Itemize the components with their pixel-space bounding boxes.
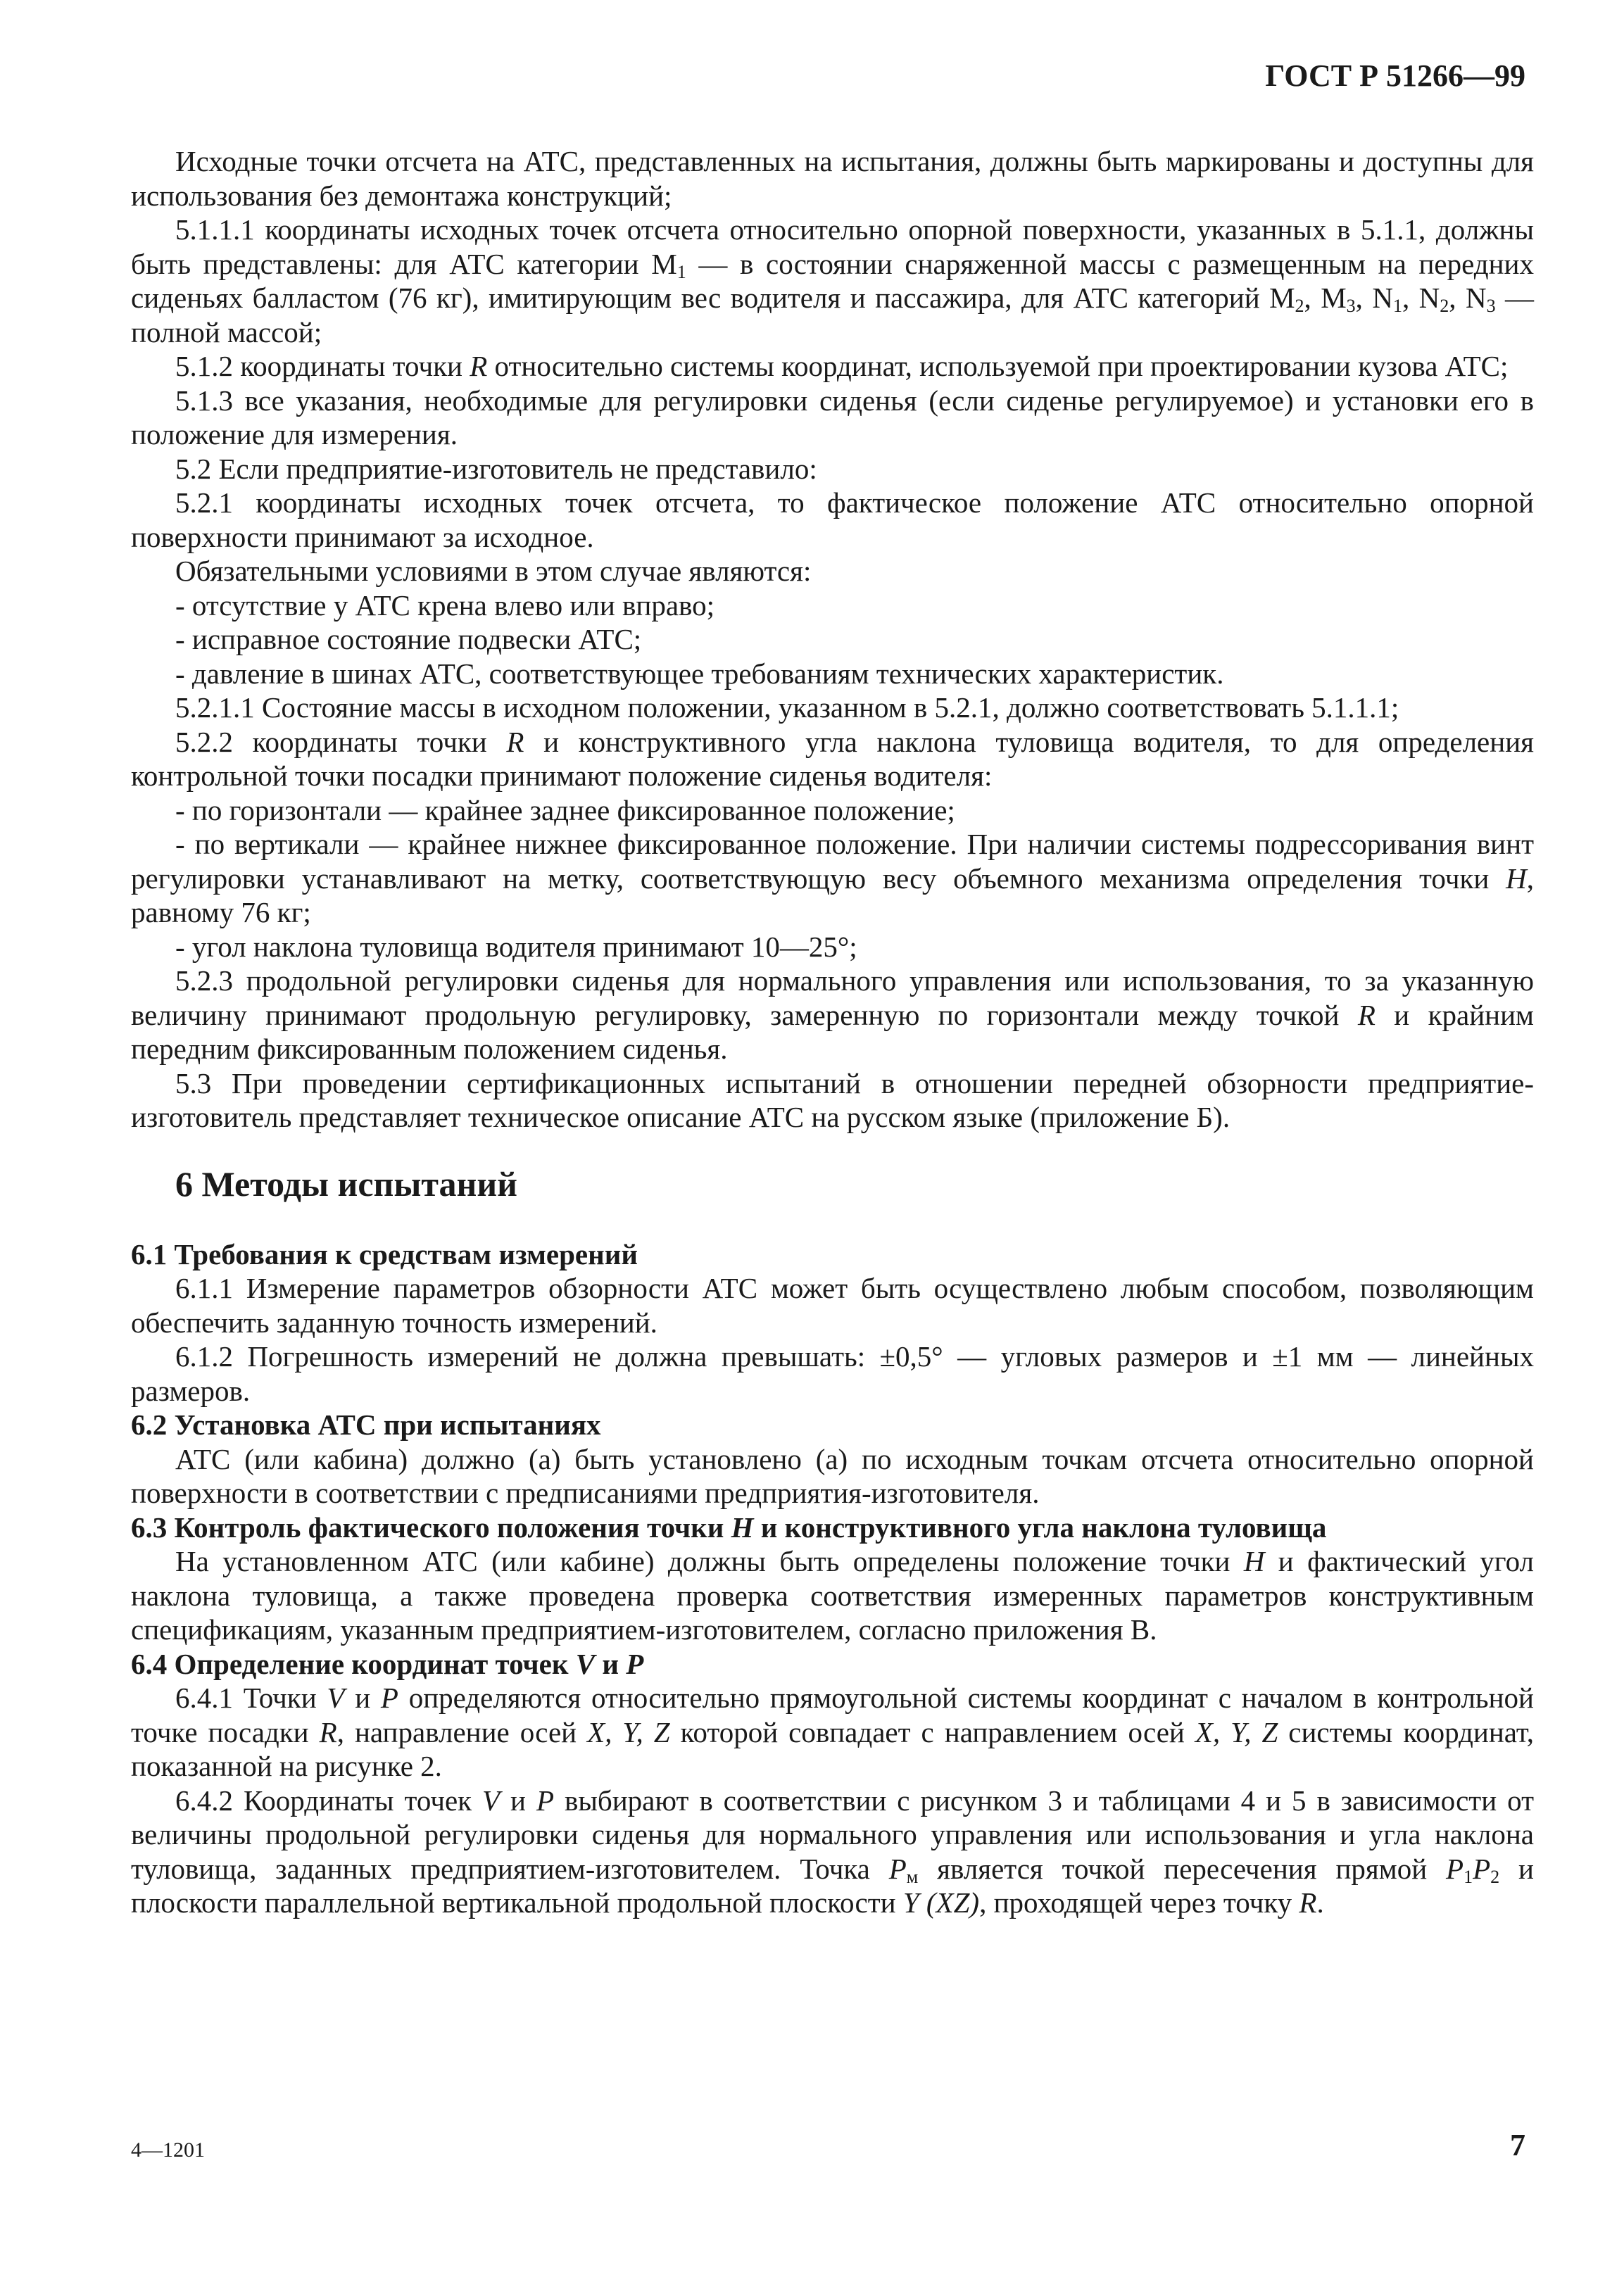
paragraph-6-4-2: 6.4.2 Координаты точек V и Р выбирают в соответствии с рисунком 3 и таблицами 4 и 5 в зависимости от величины продольной регулировки сиденья для нормального управления или использования и угла наклона туловища, заданных предприятием-изготовителем. Точка $Р_м$ является точкой пересечения прямой $Р_1Р_2$ и плоскости параллельной вертикальной продольной плоскости Y (XZ), проходящей через точку R. <box>131 1784 1534 1919</box>
print-order-code: 4—1201 <box>131 2138 205 2162</box>
paragraph-5-2-2: 5.2.2 координаты точки R и конструктивного угла наклона туловища водителя, то для определения контрольной точки посадки принимают положение сиденья водителя: <box>131 725 1534 792</box>
paragraph-5-2-1-1: 5.2.1.1 Состояние массы в исходном положении, указанном в 5.2.1, должно соответствовать 5.1.1.1; <box>175 691 1399 724</box>
paragraph-conditions-intro: Обязательными условиями в этом случае являются: <box>175 555 812 587</box>
paragraph-6-4-1: 6.4.1 Точки V и Р определяются относительно прямоугольной системы координат с началом в контрольной точке посадки R, направление осей X, Y, Z которой совпадает с направлением осей X, Y, Z системы координат, показанной на рисунке 2. <box>131 1682 1535 1782</box>
paragraph-intro: Исходные точки отсчета на АТС, представленных на испытания, должны быть маркированы и доступны для использования без демонтажа конструкций; <box>131 145 1534 212</box>
page-number: 7 <box>1510 2128 1525 2162</box>
list-item: - по горизонтали — крайнее заднее фиксированное положение; <box>175 793 955 826</box>
paragraph-6-1-1: 6.1.1 Измерение параметров обзорности АТС может быть осуществлено любым способом, позволяющим обеспечить заданную точность измерений. <box>131 1272 1534 1339</box>
paragraph-5-1-1-1: 5.1.1.1 координаты исходных точек отсчета относительно опорной поверхности, указанных в 5.1.1, должны быть представлены: для АТС категории $М_1$ — в состоянии снаряженной массы с размещенным на передних сиденьях балластом (76 кг), имитирующим вес водителя и пассажира, для АТС категорий $М_2$, $М_3$, $N_1$, $N_2$, $N_3$ — полной массой; <box>131 213 1534 348</box>
document-code-header: ГОСТ Р 51266—99 <box>1265 58 1525 93</box>
paragraph-5-2-1: 5.2.1 координаты исходных точек отсчета, то фактическое положение АТС относительно опорной поверхности принимают за исходное. <box>131 486 1534 553</box>
subsection-6-2-heading: 6.2 Установка АТС при испытаниях <box>131 1408 601 1441</box>
list-item: - по вертикали — крайнее нижнее фиксированное положение. При наличии системы подрессоривания винт регулировки устанавливают на метку, соответствующую весу объемного механизма определения точки Н, равному 76 кг; <box>131 828 1534 928</box>
paragraph-5-3: 5.3 При проведении сертификационных испытаний в отношении передней обзорности предприятие-изготовитель представляет техническое описание АТС на русском языке (приложение Б). <box>131 1066 1534 1133</box>
list-item: - исправное состояние подвески АТС; <box>175 623 642 655</box>
paragraph-6-2: АТС (или кабина) должно (а) быть установлено (а) по исходным точкам отсчета относительно опорной поверхности в соответствии с предписаниями предприятия-изготовителя. <box>131 1442 1534 1509</box>
subsection-6-3-heading: 6.3 Контроль фактического положения точки Н и конструктивного угла наклона туловища <box>131 1511 1327 1544</box>
list-item: - отсутствие у АТС крена влево или вправо; <box>175 588 715 622</box>
subsection-6-1-heading: 6.1 Требования к средствам измерений <box>131 1237 638 1270</box>
paragraph-5-1-3: 5.1.3 все указания, необходимые для регулировки сиденья (если сиденье регулируемое) и установки его в положение для измерения. <box>131 384 1534 450</box>
paragraph-5-1-2: 5.1.2 координаты точки R относительно системы координат, используемой при проектировании кузова АТС; <box>175 350 1509 382</box>
section-6-heading: 6 Методы испытаний <box>175 1164 517 1204</box>
paragraph-6-1-2: 6.1.2 Погрешность измерений не должна превышать: ±0,5° — угловых размеров и ±1 мм — линейных размеров. <box>131 1340 1534 1407</box>
page-body <box>131 144 1534 1920</box>
list-item: - давление в шинах АТС, соответствующее требованиям технических характеристик. <box>175 657 1224 690</box>
list-item: - угол наклона туловища водителя принимают 10—25°; <box>175 930 857 963</box>
subsection-6-4-heading: 6.4 Определение координат точек V и Р <box>131 1647 644 1680</box>
paragraph-6-3: На установленном АТС (или кабине) должны быть определены положение точки Н и фактический угол наклона туловища, а также проведена проверка соответствия измеренных параметров конструктивным спецификациям, указанным предприятием-изготовителем, согласно приложения В. <box>131 1545 1535 1646</box>
paragraph-5-2-3: 5.2.3 продольной регулировки сиденья для нормального управления или использования, то за указанную величину принимают продольную регулировку, замеренную по горизонтали между точкой R и крайним передним фиксированным положением сиденья. <box>131 964 1535 1065</box>
paragraph-5-2: 5.2 Если предприятие-изготовитель не представило: <box>175 452 817 485</box>
